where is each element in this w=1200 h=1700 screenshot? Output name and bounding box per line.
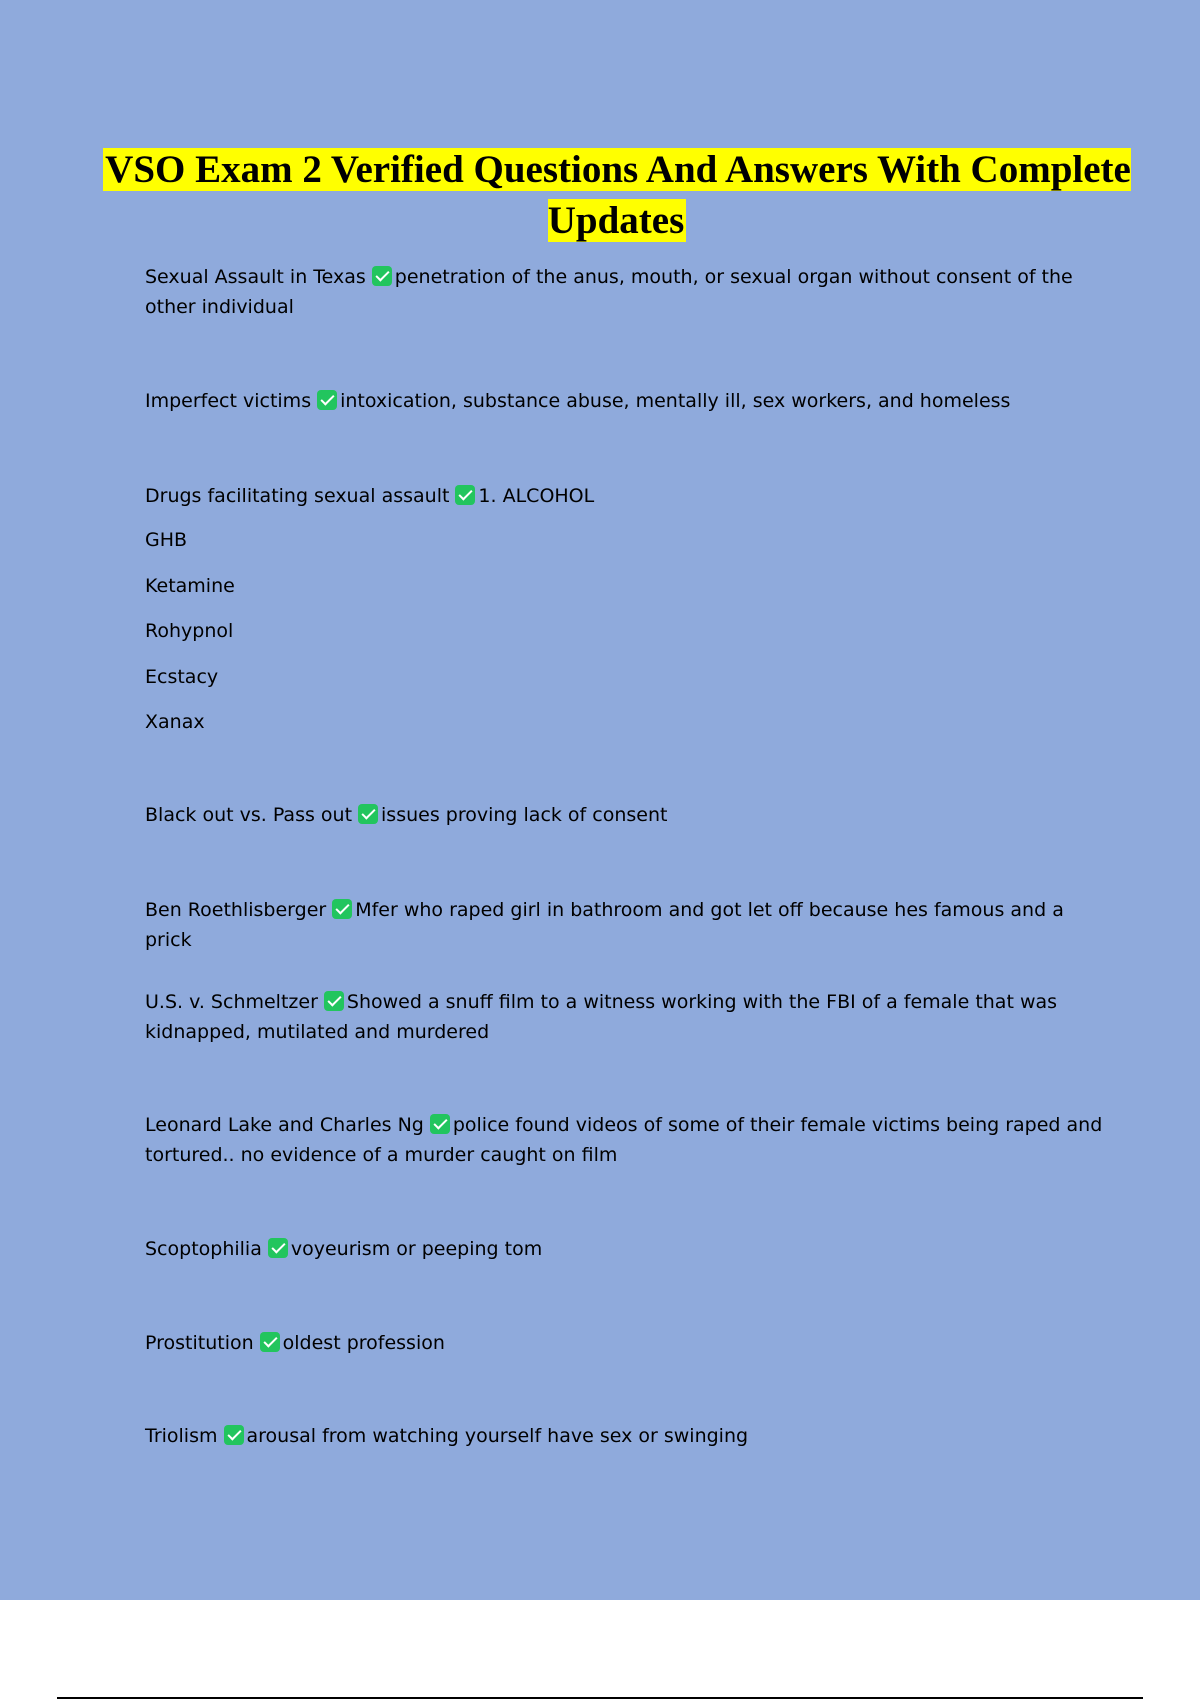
qa-answer: penetration of the anus, mouth, or sexual organ without consent of the other individual — [145, 266, 1073, 318]
qa-term: Imperfect victims — [145, 390, 312, 412]
qa-term: Prostitution — [145, 1332, 254, 1354]
drug-list-item: Ketamine — [145, 575, 235, 597]
qa-term: Sexual Assault in Texas — [145, 266, 366, 288]
check-icon — [317, 390, 337, 410]
qa-term: Ben Roethlisberger — [145, 899, 327, 921]
qa-entry-schmeltzer — [145, 987, 1105, 1047]
check-icon — [324, 991, 344, 1011]
qa-term: Drugs facilitating sexual assault — [145, 485, 450, 507]
check-icon — [358, 804, 378, 824]
page-title — [80, 144, 1154, 246]
qa-entry-prostitution — [145, 1328, 1105, 1358]
qa-answer: issues proving lack of consent — [381, 804, 668, 826]
qa-answer: Showed a snuff film to a witness working with the FBI of a female that was kidnapped, mutilated and murdered — [145, 991, 1058, 1043]
qa-entry-roethlisberger — [145, 895, 1105, 955]
qa-term: U.S. v. Schmeltzer — [145, 991, 318, 1013]
qa-answer: 1. ALCOHOL — [478, 485, 595, 507]
drug-list-item: Ecstacy — [145, 666, 219, 688]
qa-term: Black out vs. Pass out — [145, 804, 353, 826]
check-icon — [332, 899, 352, 919]
footer-rule — [57, 1697, 1143, 1699]
qa-entry-black-out — [145, 800, 1105, 830]
qa-entry-triolism — [145, 1421, 1105, 1451]
title-highlight: VSO Exam 2 Verified Questions And Answers With Complete Updates — [105, 148, 1131, 242]
drug-list-item: GHB — [145, 529, 188, 551]
qa-term: Scoptophilia — [145, 1238, 262, 1260]
drug-list-item: Rohypnol — [145, 620, 234, 642]
qa-entry-scoptophilia — [145, 1234, 1105, 1264]
qa-answer: police found videos of some of their female victims being raped and tortured.. no evidence of a murder caught on film — [145, 1114, 1103, 1166]
check-icon — [268, 1238, 288, 1258]
qa-answer: voyeurism or peeping tom — [290, 1238, 543, 1260]
qa-entry-sexual-assault-texas — [145, 262, 1105, 322]
qa-entry-lake-ng — [145, 1110, 1105, 1170]
check-icon — [430, 1114, 450, 1134]
check-icon — [260, 1332, 280, 1352]
qa-entry-drugs — [145, 481, 1105, 511]
check-icon — [224, 1425, 244, 1445]
qa-entry-imperfect-victims — [145, 386, 1105, 416]
check-icon — [455, 485, 475, 505]
qa-answer: Mfer who raped girl in bathroom and got let off because hes famous and a prick — [145, 899, 1064, 951]
qa-term: Leonard Lake and Charles Ng — [145, 1114, 424, 1136]
qa-answer: oldest profession — [282, 1332, 445, 1354]
qa-answer: intoxication, substance abuse, mentally ill, sex workers, and homeless — [340, 390, 1011, 412]
qa-answer: arousal from watching yourself have sex or swinging — [246, 1425, 749, 1447]
check-icon — [372, 266, 392, 286]
qa-term: Triolism — [145, 1425, 218, 1447]
drug-list-item: Xanax — [145, 711, 205, 733]
